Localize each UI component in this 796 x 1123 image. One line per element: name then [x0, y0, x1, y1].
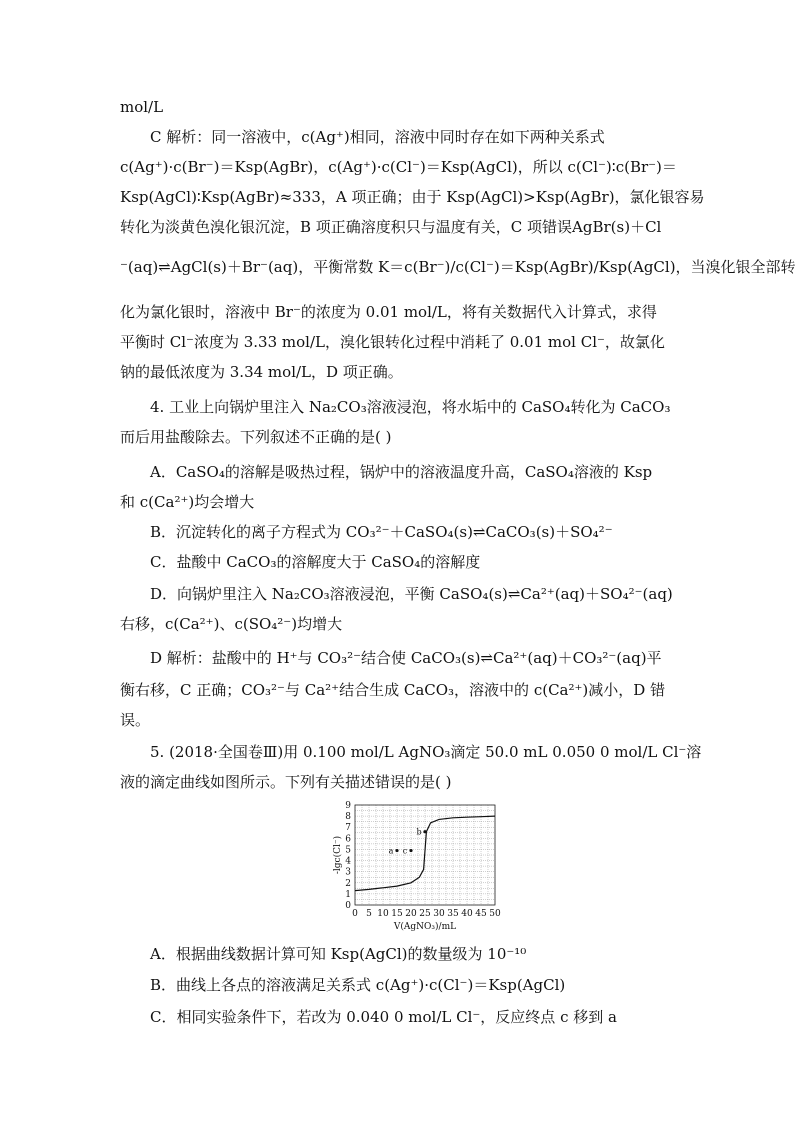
- option-5c: C．相同实验条件下，若改为 0.040 0 mol/L Cl⁻，反应终点 c 移到 a: [150, 1008, 617, 1026]
- option-4c: C．盐酸中 CaCO₃的溶解度大于 CaSO₄的溶解度: [150, 553, 481, 571]
- option-4a-cont: 和 c(Ca²⁺)均会增大: [120, 493, 255, 511]
- question-5-stem: 5. (2018·全国卷Ⅲ)用 0.100 mol/L AgNO₃滴定 50.0 mL 0.050 0 mol/L Cl⁻溶: [150, 743, 702, 761]
- x-tick-label: 25: [419, 909, 431, 919]
- y-tick-label: 8: [345, 812, 351, 823]
- text-line-3: c(Ag⁺)·c(Br⁻)＝Ksp(AgBr)，c(Ag⁺)·c(Cl⁻)＝Ksp(AgCl)，所以 c(Cl⁻)∶c(Br⁻)＝: [120, 158, 677, 176]
- x-tick-label: 40: [461, 909, 473, 919]
- text-line-6: ⁻(aq)⇌AgCl(s)＋Br⁻(aq)，平衡常数 K＝c(Br⁻)/c(Cl⁻)＝Ksp(AgBr)/Ksp(AgCl)，当溴化银全部转: [120, 258, 796, 276]
- x-axis-label: V(AgNO₃)/mL: [393, 922, 457, 932]
- x-tick-label: 10: [377, 909, 389, 919]
- y-tick-label: 2: [345, 878, 351, 889]
- answer-4-end: 误。: [120, 711, 151, 729]
- y-axis-label: -lgc(Cl⁻): [333, 835, 343, 875]
- y-tick-label: 1: [345, 889, 351, 900]
- point-label-a: a: [388, 846, 394, 856]
- y-tick-label: 3: [345, 867, 351, 878]
- x-tick-label: 0: [352, 909, 358, 919]
- text-line-5: 转化为淡黄色溴化银沉淀，B 项正确溶度积只与温度有关，C 项错误AgBr(s)＋Cl: [120, 218, 662, 236]
- data-point-a: [395, 849, 398, 852]
- data-point-c: [409, 849, 412, 852]
- text-line-8: 平衡时 Cl⁻浓度为 3.33 mol/L，溴化银转化过程中消耗了 0.01 mol Cl⁻，故氯化: [120, 333, 665, 351]
- text-line-1: mol/L: [120, 98, 164, 116]
- y-tick-label: 9: [345, 801, 351, 811]
- titration-curve-chart: [330, 800, 510, 930]
- option-5a: A．根据曲线数据计算可知 Ksp(AgCl)的数量级为 10⁻¹⁰: [150, 945, 527, 963]
- y-tick-label: 6: [345, 834, 351, 845]
- y-tick-label: 7: [345, 823, 351, 834]
- x-tick-label: 30: [433, 909, 445, 919]
- option-4d: D．向锅炉里注入 Na₂CO₃溶液浸泡，平衡 CaSO₄(s)⇌Ca²⁺(aq)＋SO₄²⁻(aq): [150, 585, 673, 603]
- x-tick-label: 45: [475, 909, 487, 919]
- x-tick-label: 20: [405, 909, 417, 919]
- x-tick-label: 5: [366, 909, 372, 919]
- point-label-b: b: [416, 827, 422, 837]
- y-tick-label: 4: [345, 856, 351, 867]
- answer-3-line: C 解析：同一溶液中，c(Ag⁺)相同，溶液中同时存在如下两种关系式: [150, 128, 605, 146]
- point-label-c: c: [402, 846, 408, 856]
- option-4a: A．CaSO₄的溶解是吸热过程，锅炉中的溶液温度升高，CaSO₄溶液的 Ksp: [150, 463, 653, 481]
- text-line-7: 化为氯化银时，溶液中 Br⁻的浓度为 0.01 mol/L，将有关数据代入计算式，求得: [120, 303, 657, 321]
- x-tick-label: 15: [391, 909, 403, 919]
- text-line-9: 钠的最低浓度为 3.34 mol/L，D 项正确。: [120, 363, 403, 381]
- answer-4-cont: 衡右移，C 正确；CO₃²⁻与 Ca²⁺结合生成 CaCO₃，溶液中的 c(Ca²⁺)减小，D 错: [120, 681, 666, 699]
- y-tick-label: 5: [345, 845, 351, 856]
- text-line-4: Ksp(AgCl)∶Ksp(AgBr)≈333，A 项正确；由于 Ksp(AgCl)>Ksp(AgBr)，氯化银容易: [120, 188, 705, 206]
- x-tick-label: 35: [447, 909, 459, 919]
- option-4d-cont: 右移，c(Ca²⁺)、c(SO₄²⁻)均增大: [120, 615, 343, 633]
- x-tick-label: 50: [489, 909, 501, 919]
- question-4-stem: 4. 工业上向锅炉里注入 Na₂CO₃溶液浸泡，将水垢中的 CaSO₄转化为 CaCO₃: [150, 398, 671, 416]
- data-point-b: [423, 830, 426, 833]
- question-5-stem-cont: 液的滴定曲线如图所示。下列有关描述错误的是( ): [120, 773, 452, 791]
- option-4b: B．沉淀转化的离子方程式为 CO₃²⁻＋CaSO₄(s)⇌CaCO₃(s)＋SO₄²⁻: [150, 523, 613, 541]
- y-tick-label: 0: [345, 901, 351, 911]
- answer-4-line: D 解析：盐酸中的 H⁺与 CO₃²⁻结合使 CaCO₃(s)⇌Ca²⁺(aq)＋CO₃²⁻(aq)平: [150, 649, 662, 667]
- option-5b: B．曲线上各点的溶液满足关系式 c(Ag⁺)·c(Cl⁻)＝Ksp(AgCl): [150, 976, 566, 994]
- question-4-stem-cont: 而后用盐酸除去。下列叙述不正确的是( ): [120, 428, 392, 446]
